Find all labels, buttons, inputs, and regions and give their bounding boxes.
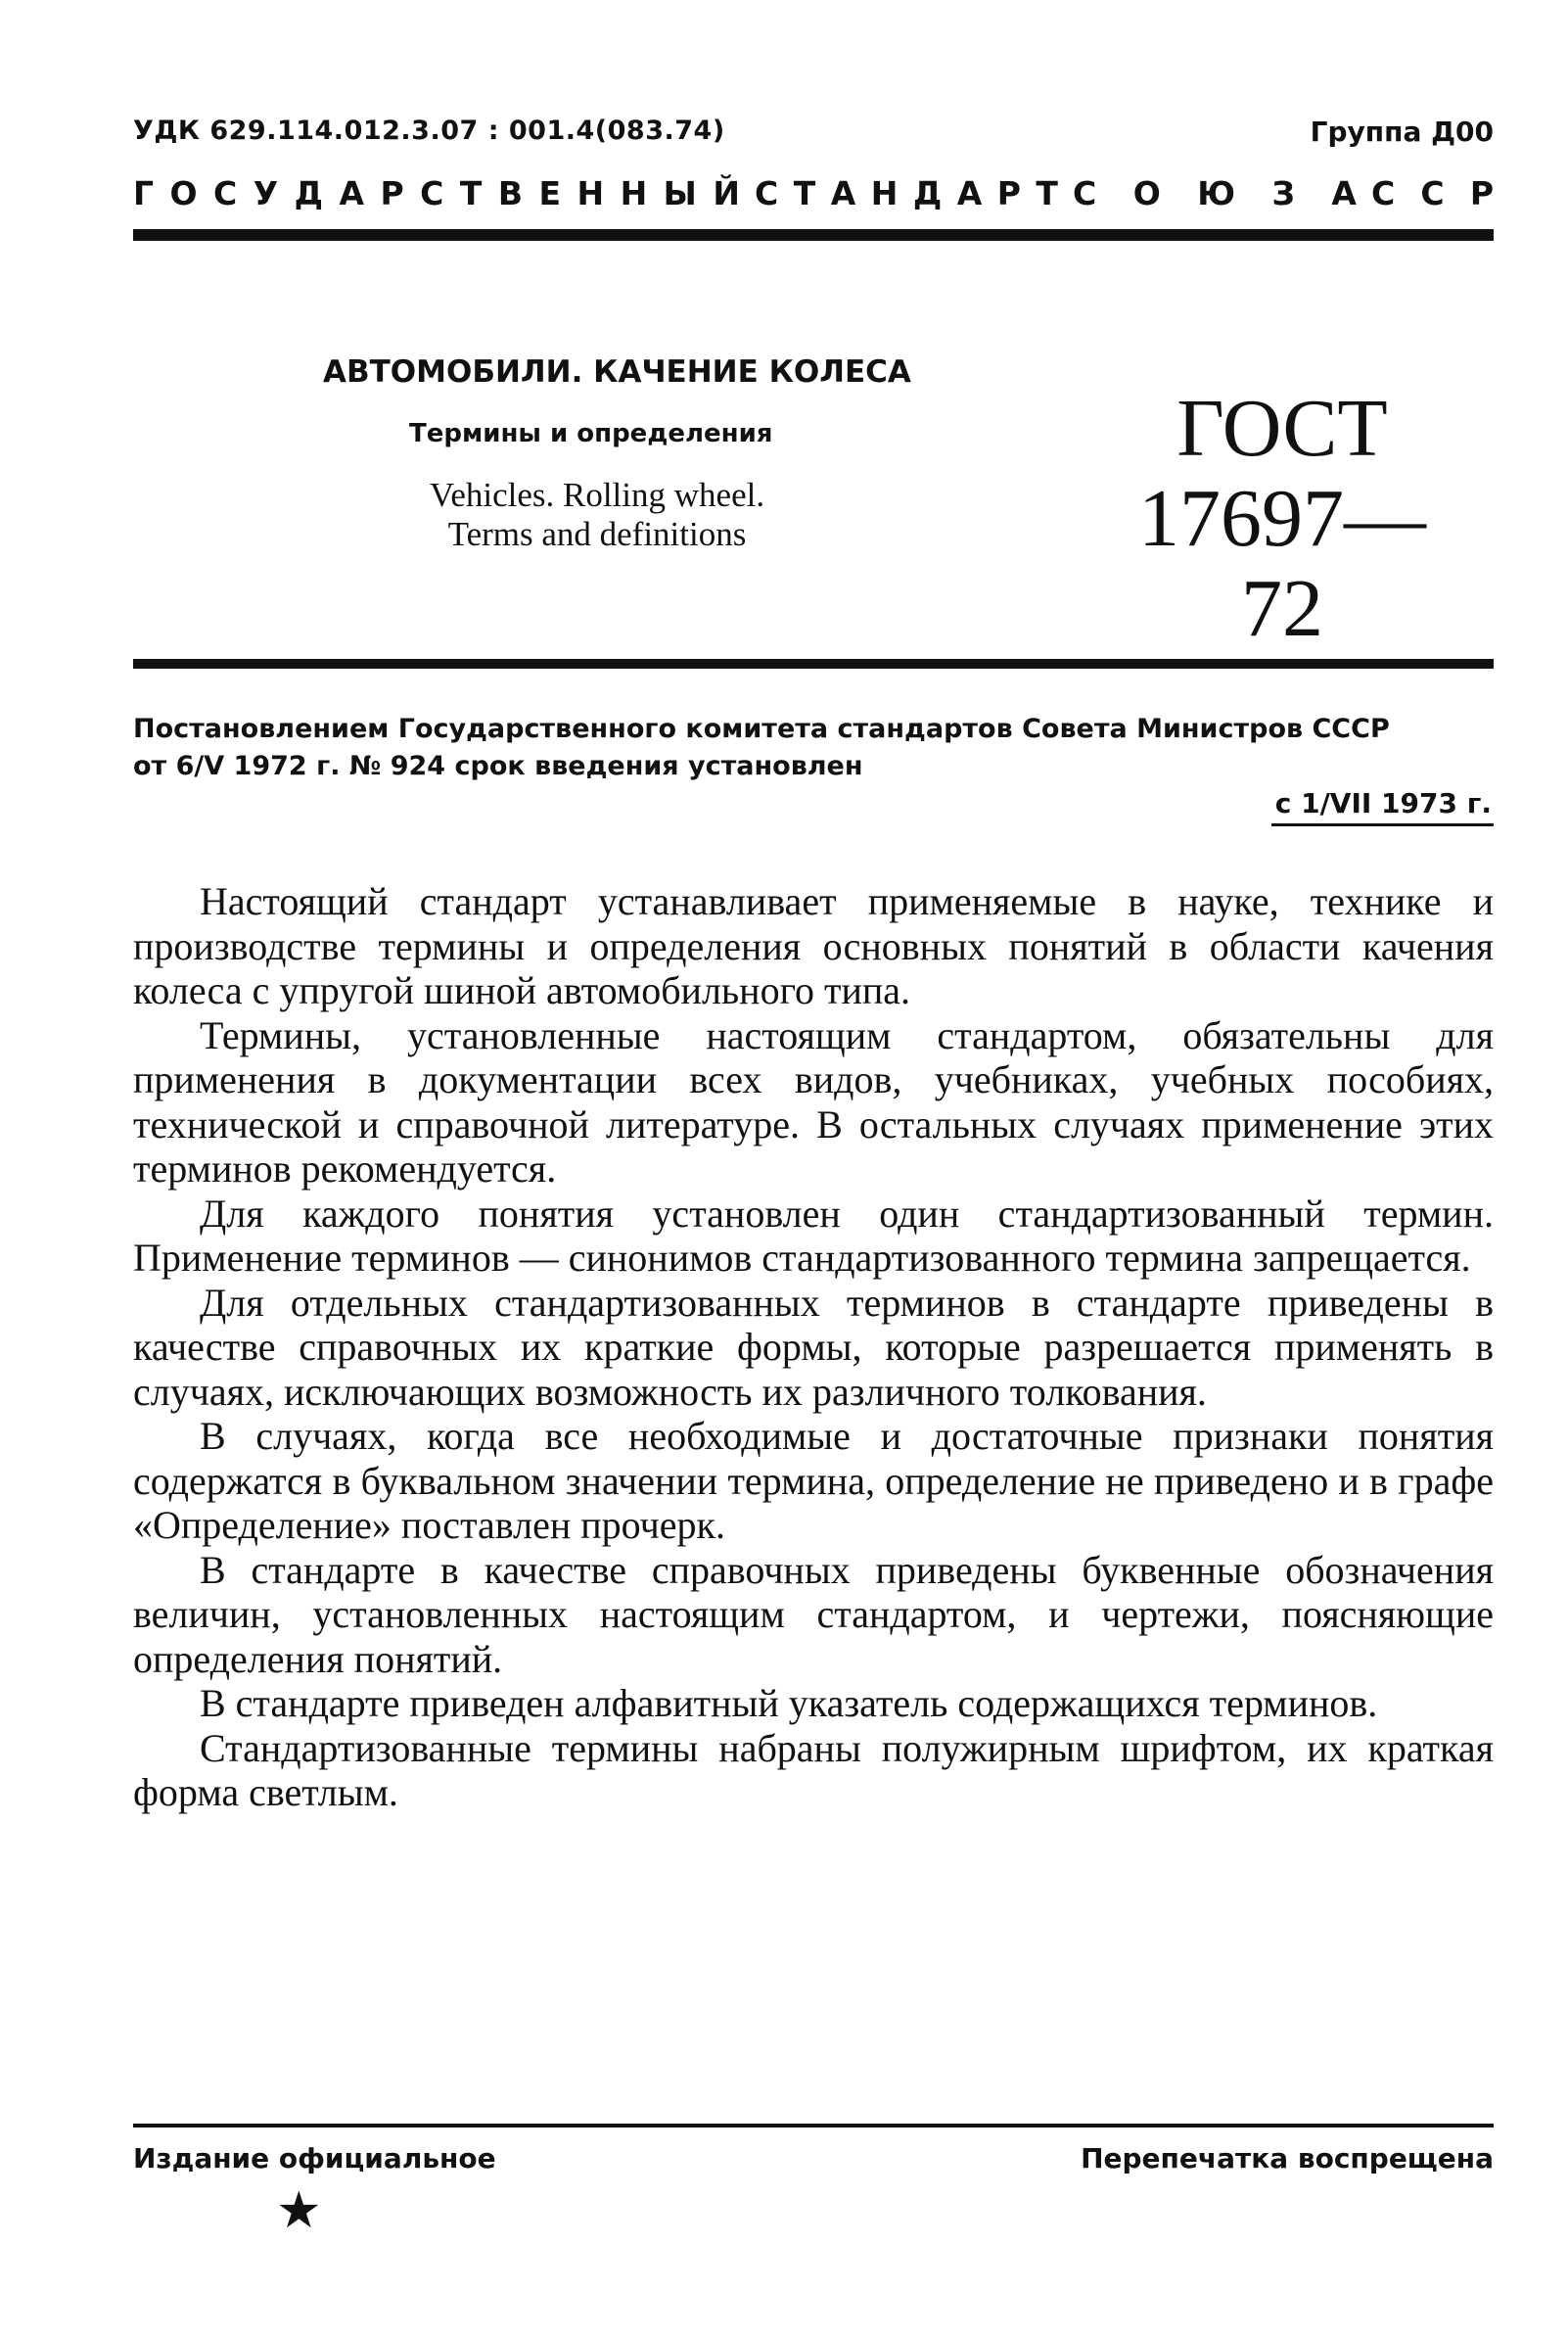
banner-letter: Н — [576, 174, 605, 212]
body-text — [133, 879, 1494, 1815]
banner-letter: Р — [1469, 174, 1494, 212]
banner-word-2 — [755, 174, 1058, 212]
banner-letter: Г — [133, 174, 155, 212]
banner-letter: Т — [1036, 174, 1058, 212]
paragraph-5: В случаях, когда все необходимые и достаточные признаки понятия содержатся в буквальном значении термина, определение не приведено и в графе «Определение» поставлен прочерк. — [133, 1414, 1494, 1547]
banner-letter: Н — [620, 174, 648, 212]
banner-letter: З — [1271, 174, 1295, 212]
official-edition-label: Издание официальное — [133, 2142, 496, 2174]
banner-letter: Т — [459, 174, 483, 212]
banner-letter: О — [169, 174, 198, 212]
english-title-line-1: Vehicles. Rolling wheel. — [429, 476, 765, 514]
header-rule — [133, 229, 1494, 241]
banner-letter: Т — [793, 174, 816, 212]
gost-number: 17697—72 — [1138, 473, 1426, 654]
banner-letter: С — [1073, 174, 1097, 212]
banner-letter: В — [497, 174, 523, 212]
banner-word-1 — [133, 174, 740, 212]
banner-word-4 — [1371, 174, 1494, 212]
banner-letter: С — [213, 174, 238, 212]
paragraph-6: В стандарте в качестве справочных приведены буквенные обозначения величин, установленных настоящим стандартом, и чертежи, поясняющие определения понятий. — [133, 1547, 1494, 1681]
reprint-prohibited-label: Перепечатка воспрещена — [1081, 2142, 1494, 2174]
banner-letter: С — [420, 174, 444, 212]
document-title: АВТОМОБИЛИ. КАЧЕНИЕ КОЛЕСА — [323, 354, 911, 390]
banner-letter: А — [830, 174, 856, 212]
udc-code: УДК 629.114.012.3.07 : 001.4(083.74) — [133, 116, 725, 146]
banner-letter: Ы — [663, 174, 697, 212]
decree-line-1: Постановлением Государственного комитета стандартов Совета Министров СССР — [133, 714, 1390, 744]
banner-letter: Ю — [1197, 174, 1235, 212]
banner-letter: Р — [996, 174, 1021, 212]
decree-statement — [133, 711, 1494, 785]
banner-letter: Р — [380, 174, 404, 212]
state-standard-banner — [133, 174, 1494, 212]
banner-letter: Й — [713, 174, 740, 212]
title-rule — [133, 659, 1494, 669]
effective-date: с 1/VII 1973 г. — [1271, 787, 1494, 826]
footer-rule — [133, 2124, 1494, 2128]
banner-letter: Е — [538, 174, 562, 212]
banner-letter: А — [1331, 174, 1357, 212]
banner-letter: С — [1371, 174, 1396, 212]
group-code: Группа Д00 — [1310, 116, 1494, 148]
banner-letter: С — [1420, 174, 1445, 212]
paragraph-3: Для каждого понятия установлен один стандартизованный термин. Применение терминов — синонимов стандартизованного термина запрещается. — [133, 1191, 1494, 1280]
paragraph-1: Настоящий стандарт устанавливает применяемые в науке, технике и производстве термины и определения основных понятий в области качения колеса с упругой шиной автомобильного типа. — [133, 879, 1494, 1012]
document-subtitle: Термины и определения — [409, 419, 773, 448]
gost-designation — [1135, 384, 1429, 654]
paragraph-7: В стандарте приведен алфавитный указатель содержащихся терминов. — [200, 1681, 1378, 1725]
banner-letter: Н — [870, 174, 899, 212]
paragraph-4: Для отдельных стандартизованных терминов в стандарте приведены в качестве справочных их краткие формы, которые разрешается применять в случаях, исключающих возможность их различного толкования. — [133, 1280, 1494, 1414]
banner-letter: Д — [912, 174, 943, 212]
banner-letter: А — [339, 174, 365, 212]
english-title — [411, 476, 783, 554]
banner-letter: О — [1132, 174, 1161, 212]
banner-letter: С — [755, 174, 779, 212]
paragraph-8: Стандартизованные термины набраны полужирным шрифтом, их краткая форма светлым. — [133, 1725, 1494, 1814]
decree-line-2: от 6/V 1972 г. № 924 срок введения установлен — [133, 751, 863, 781]
banner-letter: А — [956, 174, 983, 212]
english-title-line-2: Terms and definitions — [447, 515, 747, 553]
banner-letter: Д — [294, 174, 324, 212]
gost-label: ГОСТ — [1176, 383, 1388, 474]
star-icon: ★ — [276, 2183, 322, 2239]
banner-word-3 — [1073, 174, 1357, 212]
banner-letter: У — [253, 174, 279, 212]
paragraph-2: Термины, установленные настоящим стандартом, обязательны для применения в документации всех видов, учебниках, учебных пособиях, технической и справочной литературе. В остальных случаях применение этих терминов рекомендуется. — [133, 1012, 1494, 1191]
